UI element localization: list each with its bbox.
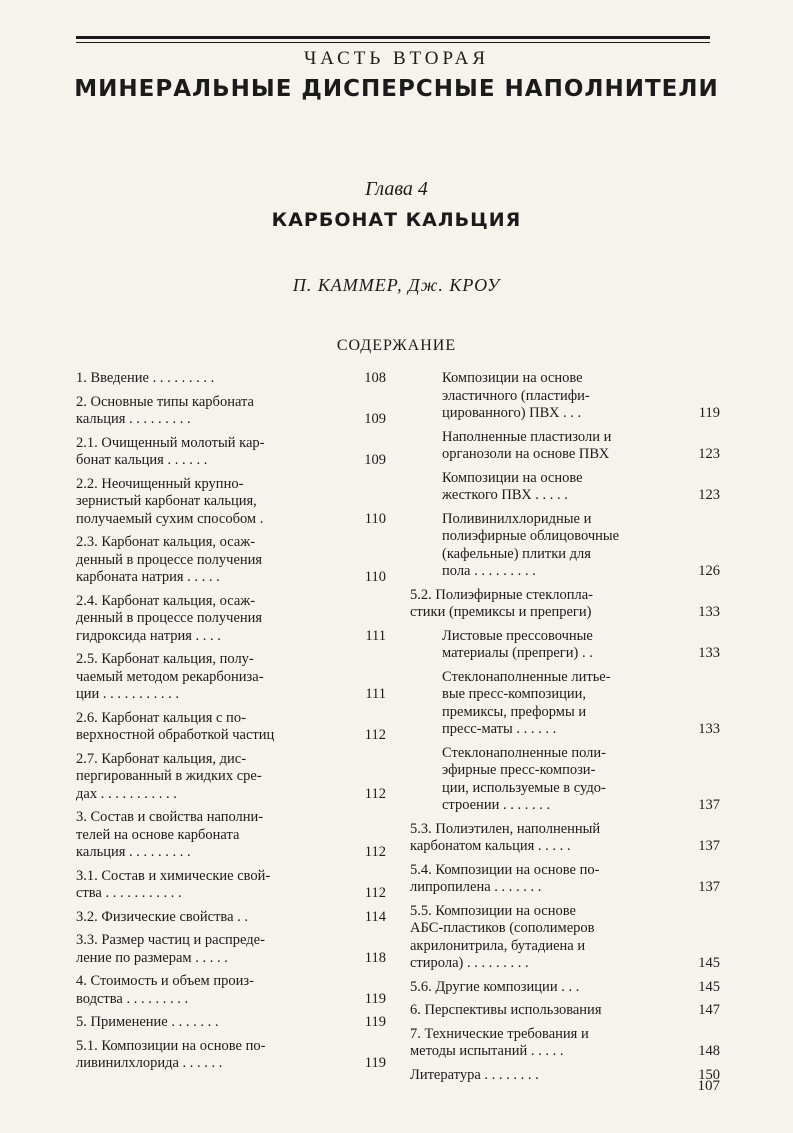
- toc-entry: [410, 470, 720, 505]
- toc-entry: [410, 511, 720, 581]
- toc-entry-title: 1. Введение . . . . . . . . .: [76, 370, 215, 386]
- toc-entry-page: 109: [364, 411, 386, 427]
- toc-entry-title: Наполненные пластизоли и органозоли на основе ПВХ: [442, 428, 612, 462]
- toc-entry: [410, 669, 720, 739]
- toc-entry-page: 119: [364, 1014, 386, 1030]
- toc-entry-page: 126: [698, 563, 720, 579]
- page-number: 107: [697, 1078, 720, 1094]
- toc-entry-page: 110: [364, 569, 386, 585]
- toc-entry: [410, 745, 720, 815]
- toc-entry: [76, 1014, 386, 1032]
- toc-entry-page: 118: [364, 949, 386, 966]
- toc-entry: [76, 1038, 386, 1073]
- toc-entry-page: 112: [364, 844, 386, 860]
- toc-left-column: [76, 370, 386, 1079]
- toc-entry: [76, 932, 386, 967]
- toc-entry-page: 109: [364, 452, 386, 468]
- toc-entry: [76, 809, 386, 862]
- toc-entry-page: 133: [698, 645, 720, 661]
- chapter-authors: П. КАММЕР, Дж. КРОУ: [292, 275, 501, 295]
- toc-entry: [410, 979, 720, 997]
- toc-entry-title: 3.2. Физические свойства . .: [76, 908, 249, 925]
- toc-entry-title: 5.3. Полиэтилен, наполненный карбонатом кальция . . . . .: [410, 820, 601, 854]
- toc-entry-title: 6. Перспективы использования: [410, 1002, 602, 1018]
- toc-entry-page: 150: [698, 1066, 720, 1083]
- chapter-label: Глава 4: [365, 178, 428, 200]
- toc-entry-page: 137: [698, 879, 720, 895]
- toc-entry-page: 133: [698, 721, 720, 737]
- toc-entry-page: 114: [364, 908, 386, 925]
- toc-entry-page: 137: [698, 797, 720, 813]
- toc-entry: [76, 909, 386, 927]
- toc-entry: [410, 1026, 720, 1061]
- toc-entry-page: 137: [698, 838, 720, 854]
- toc-entry-title: Композиции на основе эластичного (пластифи- цированного) ПВХ . . .: [442, 370, 590, 421]
- toc-entry: [410, 862, 720, 897]
- toc-entry-page: 145: [698, 978, 720, 995]
- top-rule-thick: [76, 36, 710, 39]
- toc-entry-page: 119: [698, 405, 720, 421]
- toc-entry: [76, 751, 386, 804]
- toc-entry: [76, 435, 386, 470]
- toc-entry-title: Поливинилхлоридные и полиэфирные облицовочные (кафельные) плитки для пола . . . . . . . . .: [442, 510, 620, 579]
- toc-entry-page: 111: [365, 686, 386, 702]
- toc-entry-page: 111: [365, 627, 386, 644]
- toc-entry-title: 5.6. Другие композиции . . .: [410, 978, 580, 995]
- toc-entry: [76, 476, 386, 529]
- toc-entry-page: 112: [364, 727, 386, 743]
- toc-entry-page: 145: [698, 955, 720, 971]
- toc-entry-title: 5.4. Композиции на основе по- липропилена . . . . . . .: [410, 861, 600, 895]
- toc-entry-title: 3.1. Состав и химические свой- ства . . . . . . . . . . .: [76, 867, 271, 901]
- toc-right-column: [410, 370, 720, 1090]
- toc-entry: [410, 1002, 720, 1020]
- toc-entry-page: 133: [698, 604, 720, 620]
- toc-entry: [410, 903, 720, 973]
- toc-entry: [410, 429, 720, 464]
- toc-entry: [410, 587, 720, 622]
- toc-entry-title: 2. Основные типы карбоната кальция . . . . . . . . .: [76, 393, 254, 427]
- toc-entry-page: 112: [364, 785, 386, 802]
- toc-entry-page: 112: [364, 885, 386, 901]
- toc-entry-title: 2.2. Неочищенный крупно- зернистый карбонат кальция, получаемый сухим способом .: [76, 475, 264, 527]
- toc-entry: [76, 370, 386, 388]
- toc-entry-page: 123: [698, 446, 720, 462]
- toc-entry-title: Стеклонаполненные литье- вые пресс-композиции, премиксы, преформы и пресс-маты . . . . . .: [442, 668, 611, 737]
- toc-entry-title: 2.4. Карбонат кальция, осаж- денный в процессе получения гидроксида натрия . . . .: [76, 592, 263, 644]
- toc-entry: [76, 973, 386, 1008]
- toc-entry-page: 123: [698, 487, 720, 503]
- toc-entry: [76, 593, 386, 646]
- toc-entry-title: 5. Применение . . . . . . .: [76, 1014, 219, 1030]
- toc-entry-page: 119: [364, 990, 386, 1007]
- toc-entry-title: 3.3. Размер частиц и распреде- ление по размерам . . . . .: [76, 932, 265, 966]
- toc-entry-title: 3. Состав и свойства наполни- телей на основе карбоната кальция . . . . . . . . .: [76, 809, 264, 860]
- toc-entry-title: 5.1. Композиции на основе по- ливинилхлорида . . . . . .: [76, 1037, 266, 1071]
- toc-entry-title: 5.2. Полиэфирные стеклопла- стики (премиксы и препреги): [410, 586, 594, 620]
- part-title: МИНЕРАЛЬНЫЕ ДИСПЕРСНЫЕ НАПОЛНИТЕЛИ: [74, 76, 719, 102]
- top-rule-thin: [76, 42, 710, 43]
- toc-entry-title: Стеклонаполненные поли- эфирные пресс-компози- ции, используемые в судо- строении . . . . . . .: [442, 744, 607, 813]
- toc-entry: [76, 534, 386, 587]
- toc-entry-title: 2.7. Карбонат кальция, дис- пергированный в жидких сре- дах . . . . . . . . . . .: [76, 750, 262, 802]
- toc-entry-title: Композиции на основе жесткого ПВХ . . . . .: [442, 469, 583, 503]
- toc-entry-title: Литература . . . . . . . .: [410, 1066, 539, 1083]
- toc-entry-page: 108: [364, 370, 386, 386]
- toc-entry: [76, 651, 386, 704]
- toc-entry-title: 2.5. Карбонат кальция, полу- чаемый методом рекарбониза- ции . . . . . . . . . . .: [76, 651, 264, 702]
- toc-entry: [76, 710, 386, 745]
- toc-entry: [76, 868, 386, 903]
- contents-heading: СОДЕРЖАНИЕ: [336, 337, 457, 354]
- toc-entry-page: 110: [364, 510, 386, 527]
- toc-entry-title: Листовые прессовочные материалы (препреги) . .: [442, 627, 593, 661]
- toc-entry-page: 119: [364, 1055, 386, 1071]
- toc-entry: [76, 394, 386, 429]
- toc-entry: [410, 628, 720, 663]
- toc-entry: [410, 821, 720, 856]
- toc-entry-title: 4. Стоимость и объем произ- водства . . . . . . . . .: [76, 973, 254, 1007]
- toc-entry-page: 148: [698, 1043, 720, 1059]
- part-label: ЧАСТЬ ВТОРАЯ: [303, 48, 490, 69]
- toc-entry-title: 2.3. Карбонат кальция, осаж- денный в процессе получения карбоната натрия . . . . .: [76, 534, 263, 585]
- toc-entry: [410, 1067, 720, 1085]
- toc-entry: [410, 370, 720, 423]
- chapter-title: КАРБОНАТ КАЛЬЦИЯ: [271, 209, 522, 231]
- toc-entry-page: 147: [698, 1002, 720, 1018]
- toc-entry-title: 2.6. Карбонат кальция с по- верхностной обработкой частиц: [76, 709, 275, 743]
- toc-entry-title: 7. Технические требования и методы испытаний . . . . .: [410, 1025, 589, 1059]
- toc-entry-title: 5.5. Композиции на основе АБС-пластиков (сополимеров акрилонитрила, бутадиена и стирола) . . . . . . . . .: [410, 902, 595, 971]
- toc-entry-title: 2.1. Очищенный молотый кар- бонат кальция . . . . . .: [76, 434, 265, 468]
